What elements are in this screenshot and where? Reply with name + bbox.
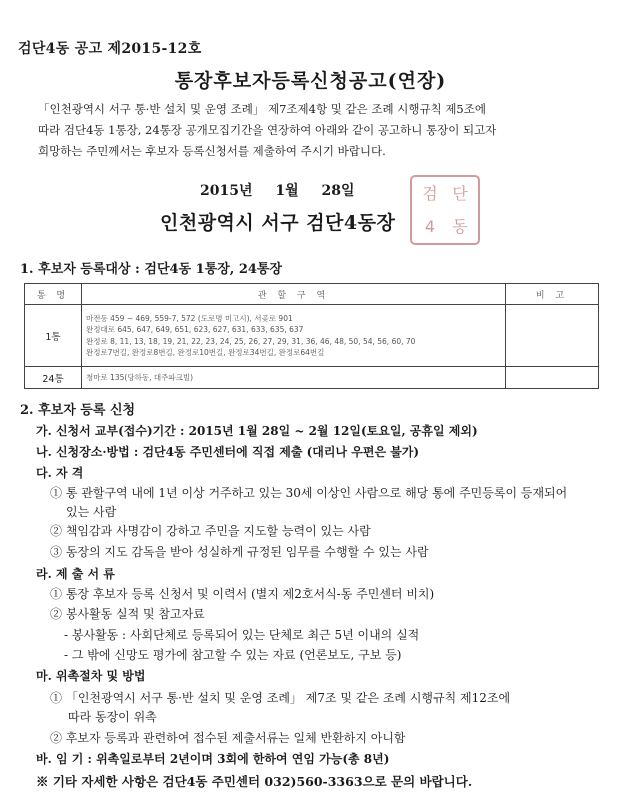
application-period: 가. 신청서 교부(접수)기간 : 2015년 1월 28일 ~ 2월 12일(토요일, 공휴일 제외) xyxy=(36,424,478,438)
qualification-item: ③ 동장의 지도 감독을 받아 성실하게 규정된 임무를 수행할 수 있는 사람 xyxy=(50,545,429,559)
seal-char: 단 xyxy=(452,183,468,203)
appointment-item: ① 「인천광역시 서구 통·반 설치 및 운영 조례」 제7조 및 같은 조례 시행규칙 제12조에 xyxy=(50,691,511,705)
term-of-office: 바. 임 기 : 위촉일로부터 2년이며 3회에 한하여 연임 가능(총 8년) xyxy=(36,752,390,766)
area-line: 완정로 8, 11, 13, 18, 19, 21, 22, 23, 24, 25, 26, 27, 29, 31, 36, 46, 48, 50, 54, 56, 60, 70 xyxy=(86,336,416,346)
col-header-note: 비 고 xyxy=(506,284,599,305)
notice-title: 통장후보자등록신청공고(연장) xyxy=(174,70,447,92)
intro-line: 희망하는 주민께서는 후보자 등록신청서를 제출하여 주시기 바랍니다. xyxy=(38,144,386,158)
col-header-tong: 통 명 xyxy=(25,284,82,305)
table-row xyxy=(25,305,599,367)
documents-item: - 봉사활동 : 사회단체로 등록되어 있는 단체로 최근 5년 이내의 실적 xyxy=(64,628,420,642)
appointment-heading: 마. 위촉절차 및 방법 xyxy=(36,669,146,683)
area-line: 완정대로 645, 647, 649, 651, 623, 627, 631, 633, 635, 637 xyxy=(86,325,304,334)
area-line: 마전동 459 ~ 469, 559-7, 572 (도로명 미고시), 서곶로 901 xyxy=(86,313,293,323)
intro-paragraph xyxy=(38,99,598,162)
jurisdiction-table xyxy=(24,283,599,389)
intro-line: 따라 검단4동 1통장, 24통장 공개모집기간을 연장하여 아래와 같이 공고하니 통장이 되고자 xyxy=(38,123,497,137)
table-header-row xyxy=(25,284,599,305)
qualification-item: 있는 사람 xyxy=(66,505,117,519)
qualification-heading: 다. 자 격 xyxy=(36,466,84,480)
seal-char: 검 xyxy=(422,183,438,203)
area-line: 완정로7번길, 완정로8번길, 완정로10번길, 완정로34번길, 완정로64번길 xyxy=(86,348,325,357)
area-cell xyxy=(82,305,506,367)
table-row xyxy=(25,367,599,389)
col-header-area: 관 할 구 역 xyxy=(82,284,506,305)
documents-item: - 그 밖에 신망도 평가에 참고할 수 있는 자료 (언론보도, 구보 등) xyxy=(64,648,402,662)
qualification-item: ② 책임감과 사명감이 강하고 주민을 지도할 능력이 있는 사람 xyxy=(50,524,371,538)
official-seal xyxy=(410,175,480,245)
appointment-item: 따라 동장이 위촉 xyxy=(68,710,157,724)
contact-footer: ※ 기타 자세한 사항은 검단4동 주민센터 032)560-3363으로 문의 바랍니다. xyxy=(36,774,473,789)
section1-heading: 1. 후보자 등록대상 : 검단4동 1통장, 24통장 xyxy=(20,262,283,277)
seal-char: 동 xyxy=(452,216,468,236)
issuer-name: 인천광역시 서구 검단4동장 xyxy=(160,212,396,234)
documents-item: ② 봉사활동 실적 및 참고자료 xyxy=(50,607,205,621)
intro-line: 「인천광역시 서구 통·반 설치 및 운영 조례」 제7조제4항 및 같은 조례 시행규칙 제5조에 xyxy=(38,102,486,116)
qualification-item: ① 통 관할구역 내에 1년 이상 거주하고 있는 30세 이상인 사람으로 해당 통에 주민등록이 등재되어 xyxy=(50,486,568,500)
tong-cell: 1통 xyxy=(25,305,82,367)
area-line: 청마로 135(당하동, 대주파크빌) xyxy=(86,372,194,382)
note-cell xyxy=(506,305,599,367)
area-cell xyxy=(82,367,506,389)
appointment-item: ② 후보자 등록과 관련하여 접수된 제출서류는 일체 반환하지 아니함 xyxy=(50,731,406,745)
seal-char: 4 xyxy=(424,216,436,236)
notice-number: 검단4동 공고 제2015-12호 xyxy=(18,41,202,57)
documents-item: ① 통장 후보자 등록 신청서 및 이력서 (별지 제2호서식-동 주민센터 비치) xyxy=(50,587,435,601)
notice-date: 2015년 1월 28일 xyxy=(200,183,355,199)
application-place: 나. 신청장소·방법 : 검단4동 주민센터에 직접 제출 (대리나 우편은 불가) xyxy=(36,445,420,459)
section2-heading: 2. 후보자 등록 신청 xyxy=(20,403,136,418)
documents-heading: 라. 제 출 서 류 xyxy=(36,567,115,581)
note-cell xyxy=(506,367,599,389)
tong-cell: 24통 xyxy=(25,367,82,389)
